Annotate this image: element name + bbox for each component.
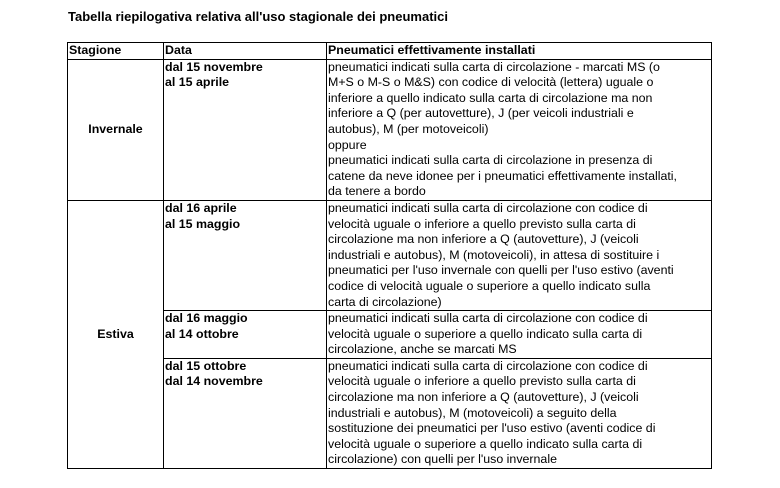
tyre-text-line: da tenere a bordo [328,184,426,199]
date-line: al 14 ottobre [165,326,239,341]
header-date: Data [164,43,327,60]
tyre-text-line: velocità uguale o inferiore a quello previsto sulla carta di [328,374,636,389]
season-cell-summer: Estiva [68,200,164,468]
tyre-text-line: catene da neve idonee per i pneumatici effettivamente installati, [328,168,677,183]
tyre-text-line: M+S o M-S o M&S) con codice di velocità (lettera) uguale o [328,75,654,90]
date-cell-summer-3 [164,358,327,468]
tyre-text-line: pneumatici per l'uso invernale con quelli per l'uso estivo (aventi [328,263,674,278]
tyre-text-line: autobus), M (per motoveicoli) [328,121,489,136]
tyre-text-line: velocità uguale o superiore a quello indicato sulla carta di [328,436,643,451]
tyre-text-line: industriali e autobus), M (motoveicoli) a seguito della [328,405,617,420]
tyre-text-line: circolazione, anche se marcati MS [328,342,517,357]
header-tyres: Pneumatici effettivamente installati [327,43,712,60]
document-title: Tabella riepilogativa relativa all'uso stagionale dei pneumatici [68,9,448,24]
tyre-text-line: velocità uguale o superiore a quello indicato sulla carta di [328,326,643,341]
date-line: al 15 aprile [165,75,230,90]
date-cell-summer-1 [164,200,327,310]
tyres-cell-summer-2 [327,311,712,359]
header-season: Stagione [68,43,164,60]
date-cell-winter [164,59,327,200]
table-row-summer-2 [68,311,712,359]
tyre-text-line: inferiore a Q (per autovetture), J (per veicoli industriali e [328,106,634,121]
season-cell-winter: Invernale [68,59,164,200]
tyre-text-line: velocità uguale o inferiore a quello previsto sulla carta di [328,216,636,231]
tyres-cell-summer-1 [327,200,712,310]
tyre-text-line: circolazione) con quelli per l'uso invernale [328,452,557,467]
table-row-summer-1 [68,200,712,310]
tyre-text-line: oppure [328,137,367,152]
tyre-text-line: pneumatici indicati sulla carta di circolazione in presenza di [328,153,653,168]
date-line: al 15 maggio [165,216,241,231]
tyre-text-line: pneumatici indicati sulla carta di circolazione con codice di [328,200,648,215]
tyre-text-line: sostituzione dei pneumatici per l'uso estivo (aventi codice di [328,421,656,436]
date-line: dal 14 novembre [165,374,263,389]
tyre-text-line: pneumatici indicati sulla carta di circolazione con codice di [328,311,648,326]
tyre-text-line: carta di circolazione) [328,294,442,309]
tyre-text-line: circolazione ma non inferiore a Q (autovetture), J (veicoli [328,390,639,405]
table-row-summer-3 [68,358,712,468]
tyres-cell-summer-3 [327,358,712,468]
date-line: dal 16 aprile [165,200,237,215]
tyre-text-line: pneumatici indicati sulla carta di circolazione con codice di [328,358,648,373]
date-line: dal 15 ottobre [165,358,247,373]
date-line: dal 15 novembre [165,59,263,74]
table-row-winter [68,59,712,200]
tyre-text-line: inferiore a quello indicato sulla carta di circolazione ma non [328,90,653,105]
date-cell-summer-2 [164,311,327,359]
tyre-text-line: codice di velocità uguale o superiore a quello indicato sulla [328,278,651,293]
tyre-text-line: pneumatici indicati sulla carta di circolazione - marcati MS (o [328,59,660,74]
seasonal-tyre-table [67,42,712,469]
tyre-text-line: industriali e autobus), M (motoveicoli), in attesa di sostituire i [328,247,660,262]
tyres-cell-winter [327,59,712,200]
date-line: dal 16 maggio [165,311,248,326]
tyre-text-line: circolazione ma non inferiore a Q (autovetture), J (veicoli [328,232,639,247]
table-header-row [68,43,712,60]
